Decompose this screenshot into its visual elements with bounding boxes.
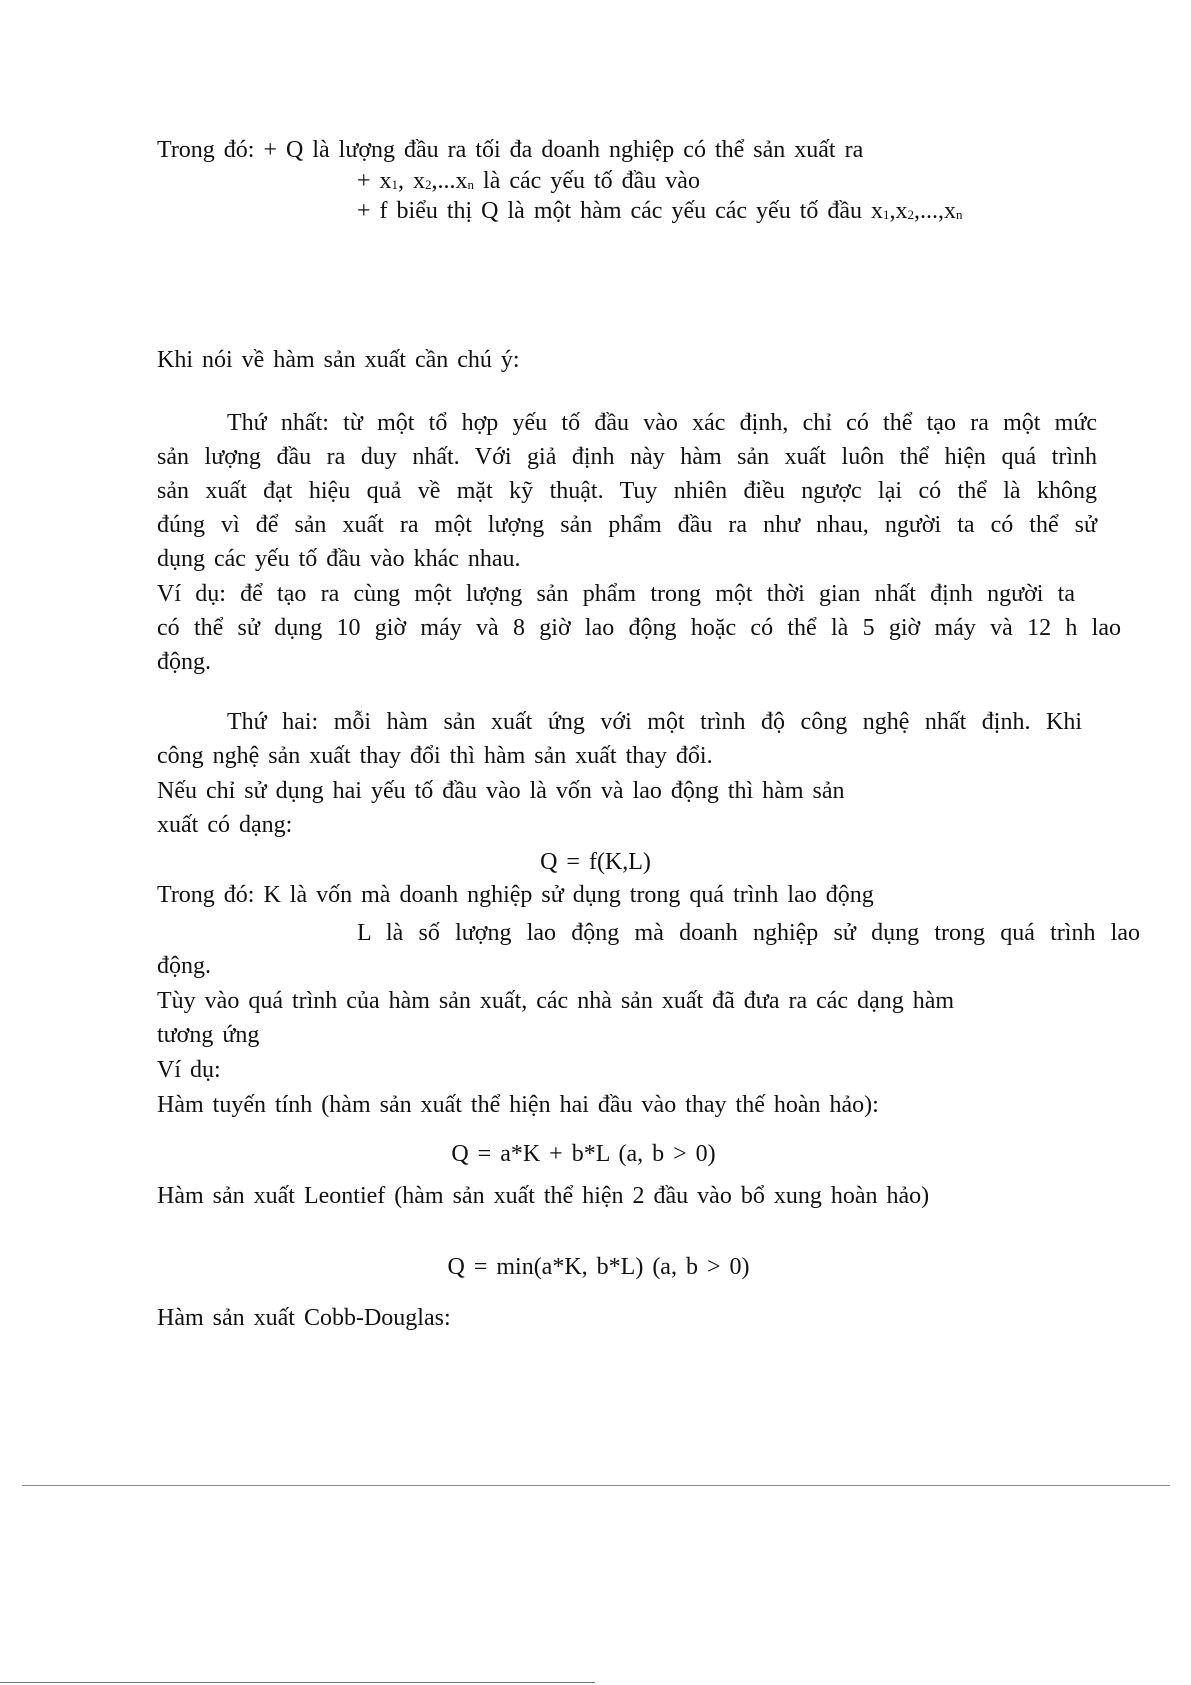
point1-line-2: sản lượng đầu ra duy nhất. Với giả định này hàm sản xuất luôn thể hiện quá trình: [157, 444, 1097, 470]
forms-line-2: tương ứng: [157, 1022, 260, 1048]
point2-line-4: xuất có dạng:: [157, 812, 293, 838]
page-bottom-divider: [22, 1485, 1170, 1486]
leontief-function-formula: Q = min(a*K, b*L) (a, b > 0): [447, 1254, 750, 1280]
linear-function-title: Hàm tuyến tính (hàm sản xuất thể hiện hai đầu vào thay thế hoàn hảo):: [157, 1092, 879, 1118]
definition-line-function: + f biểu thị Q là một hàm các yếu các yếu tố đầu $x_1,x_2,...,x_n$: [357, 198, 963, 224]
intro-heading: Khi nói về hàm sản xuất cần chú ý:: [157, 347, 520, 373]
linear-function-formula: Q = a*K + b*L (a, b > 0): [451, 1141, 716, 1167]
cobb-douglas-title: Hàm sản xuất Cobb-Douglas:: [157, 1305, 451, 1331]
footer-divider: [0, 1682, 595, 1683]
point2-line-2: công nghệ sản xuất thay đổi thì hàm sản xuất thay đổi.: [157, 743, 713, 769]
example1-line-3: động.: [157, 649, 211, 675]
point2-line-1: Thứ hai: mỗi hàm sản xuất ứng với một trình độ công nghệ nhất định. Khi: [227, 709, 1082, 735]
where-l-line-cont: động.: [157, 953, 211, 979]
point1-line-4: đúng vì để sản xuất ra một lượng sản phẩm đầu ra như nhau, người ta có thể sử: [157, 512, 1097, 538]
example2-label: Ví dụ:: [157, 1057, 221, 1083]
where-k-line: Trong đó: K là vốn mà doanh nghiệp sử dụng trong quá trình lao động: [157, 882, 874, 908]
where-l-line: L là số lượng lao động mà doanh nghiệp sử dụng trong quá trình lao: [357, 920, 1140, 946]
point1-line-5: dụng các yếu tố đầu vào khác nhau.: [157, 546, 521, 572]
formula-f-kl: Q = f(K,L): [540, 849, 651, 875]
example1-line-1: Ví dụ: để tạo ra cùng một lượng sản phẩm trong một thời gian nhất định người ta: [157, 581, 1075, 607]
forms-line-1: Tùy vào quá trình của hàm sản xuất, các nhà sản xuất đã đưa ra các dạng hàm: [157, 988, 955, 1014]
example1-line-2: có thể sử dụng 10 giờ máy và 8 giờ lao động hoặc có thể là 5 giờ máy và 12 h lao: [157, 615, 1121, 641]
leontief-function-title: Hàm sản xuất Leontief (hàm sản xuất thể hiện 2 đầu vào bổ xung hoàn hảo): [157, 1183, 930, 1209]
point1-line-1: Thứ nhất: từ một tổ hợp yếu tố đầu vào xác định, chỉ có thể tạo ra một mức: [227, 410, 1097, 436]
definition-line-q: Trong đó: + Q là lượng đầu ra tối đa doanh nghiệp có thể sản xuất ra: [157, 137, 864, 163]
definition-line-inputs: + $x_1$, $x_2,...x_n$ là các yếu tố đầu vào: [357, 168, 700, 194]
point2-line-3: Nếu chỉ sử dụng hai yếu tố đầu vào là vốn và lao động thì hàm sản: [157, 778, 845, 804]
point1-line-3: sản xuất đạt hiệu quả về mặt kỹ thuật. Tuy nhiên điều ngược lại có thể là không: [157, 478, 1097, 504]
